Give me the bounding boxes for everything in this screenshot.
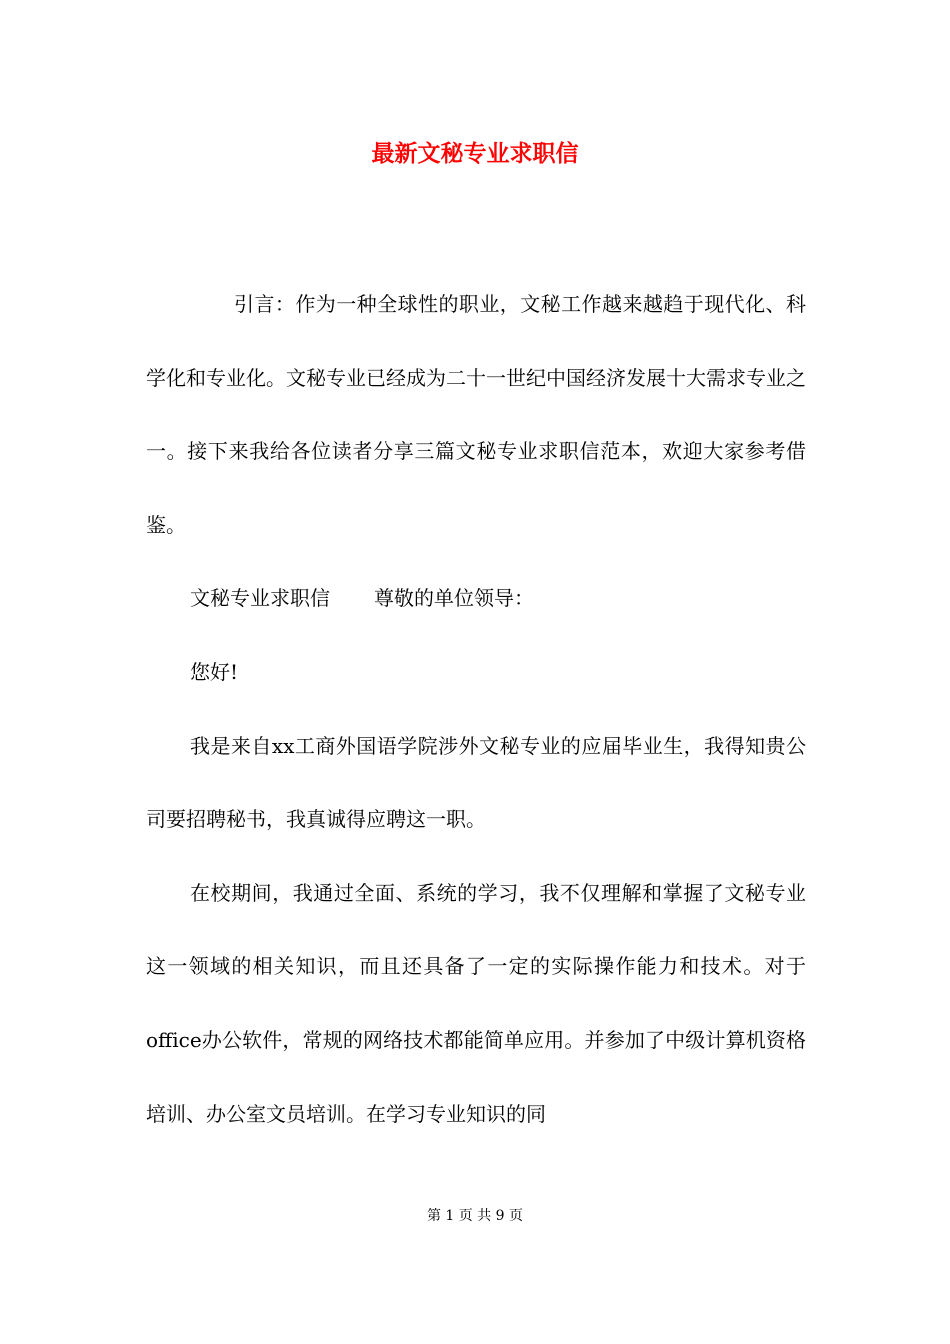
page-footer: 第 1 页 共 9 页	[426, 1208, 524, 1224]
document-title: 最新文秘专业求职信	[371, 140, 579, 167]
paragraph-1: 我是来自xx工商外国语学院涉外文秘专业的应届毕业生，我得知贵公司要招聘秘书，我真诚得应聘这一职。	[146, 733, 806, 832]
paragraph-2: 在校期间，我通过全面、系统的学习，我不仅理解和掌握了文秘专业这一领域的相关知识，而且还具备了一定的实际操作能力和技术。对于office办公软件，常规的网络技术都能简单应用。并参加了中级计算机资格培训、办公室文员培训。在学习专业知识的同	[146, 880, 806, 1126]
document-body	[146, 268, 806, 1151]
salutation: 尊敬的单位领导：	[374, 586, 534, 611]
intro-paragraph: 引言：作为一种全球性的职业，文秘工作越来越趋于现代化、科学化和专业化。文秘专业已经成为二十一世纪中国经济发展十大需求专业之一。接下来我给各位读者分享三篇文秘专业求职信范本，欢迎大家参考借鉴。	[146, 292, 806, 537]
letter-heading: 文秘专业求职信	[190, 586, 330, 611]
letter-heading-line	[146, 562, 806, 636]
greeting-paragraph: 您好!	[190, 659, 239, 684]
